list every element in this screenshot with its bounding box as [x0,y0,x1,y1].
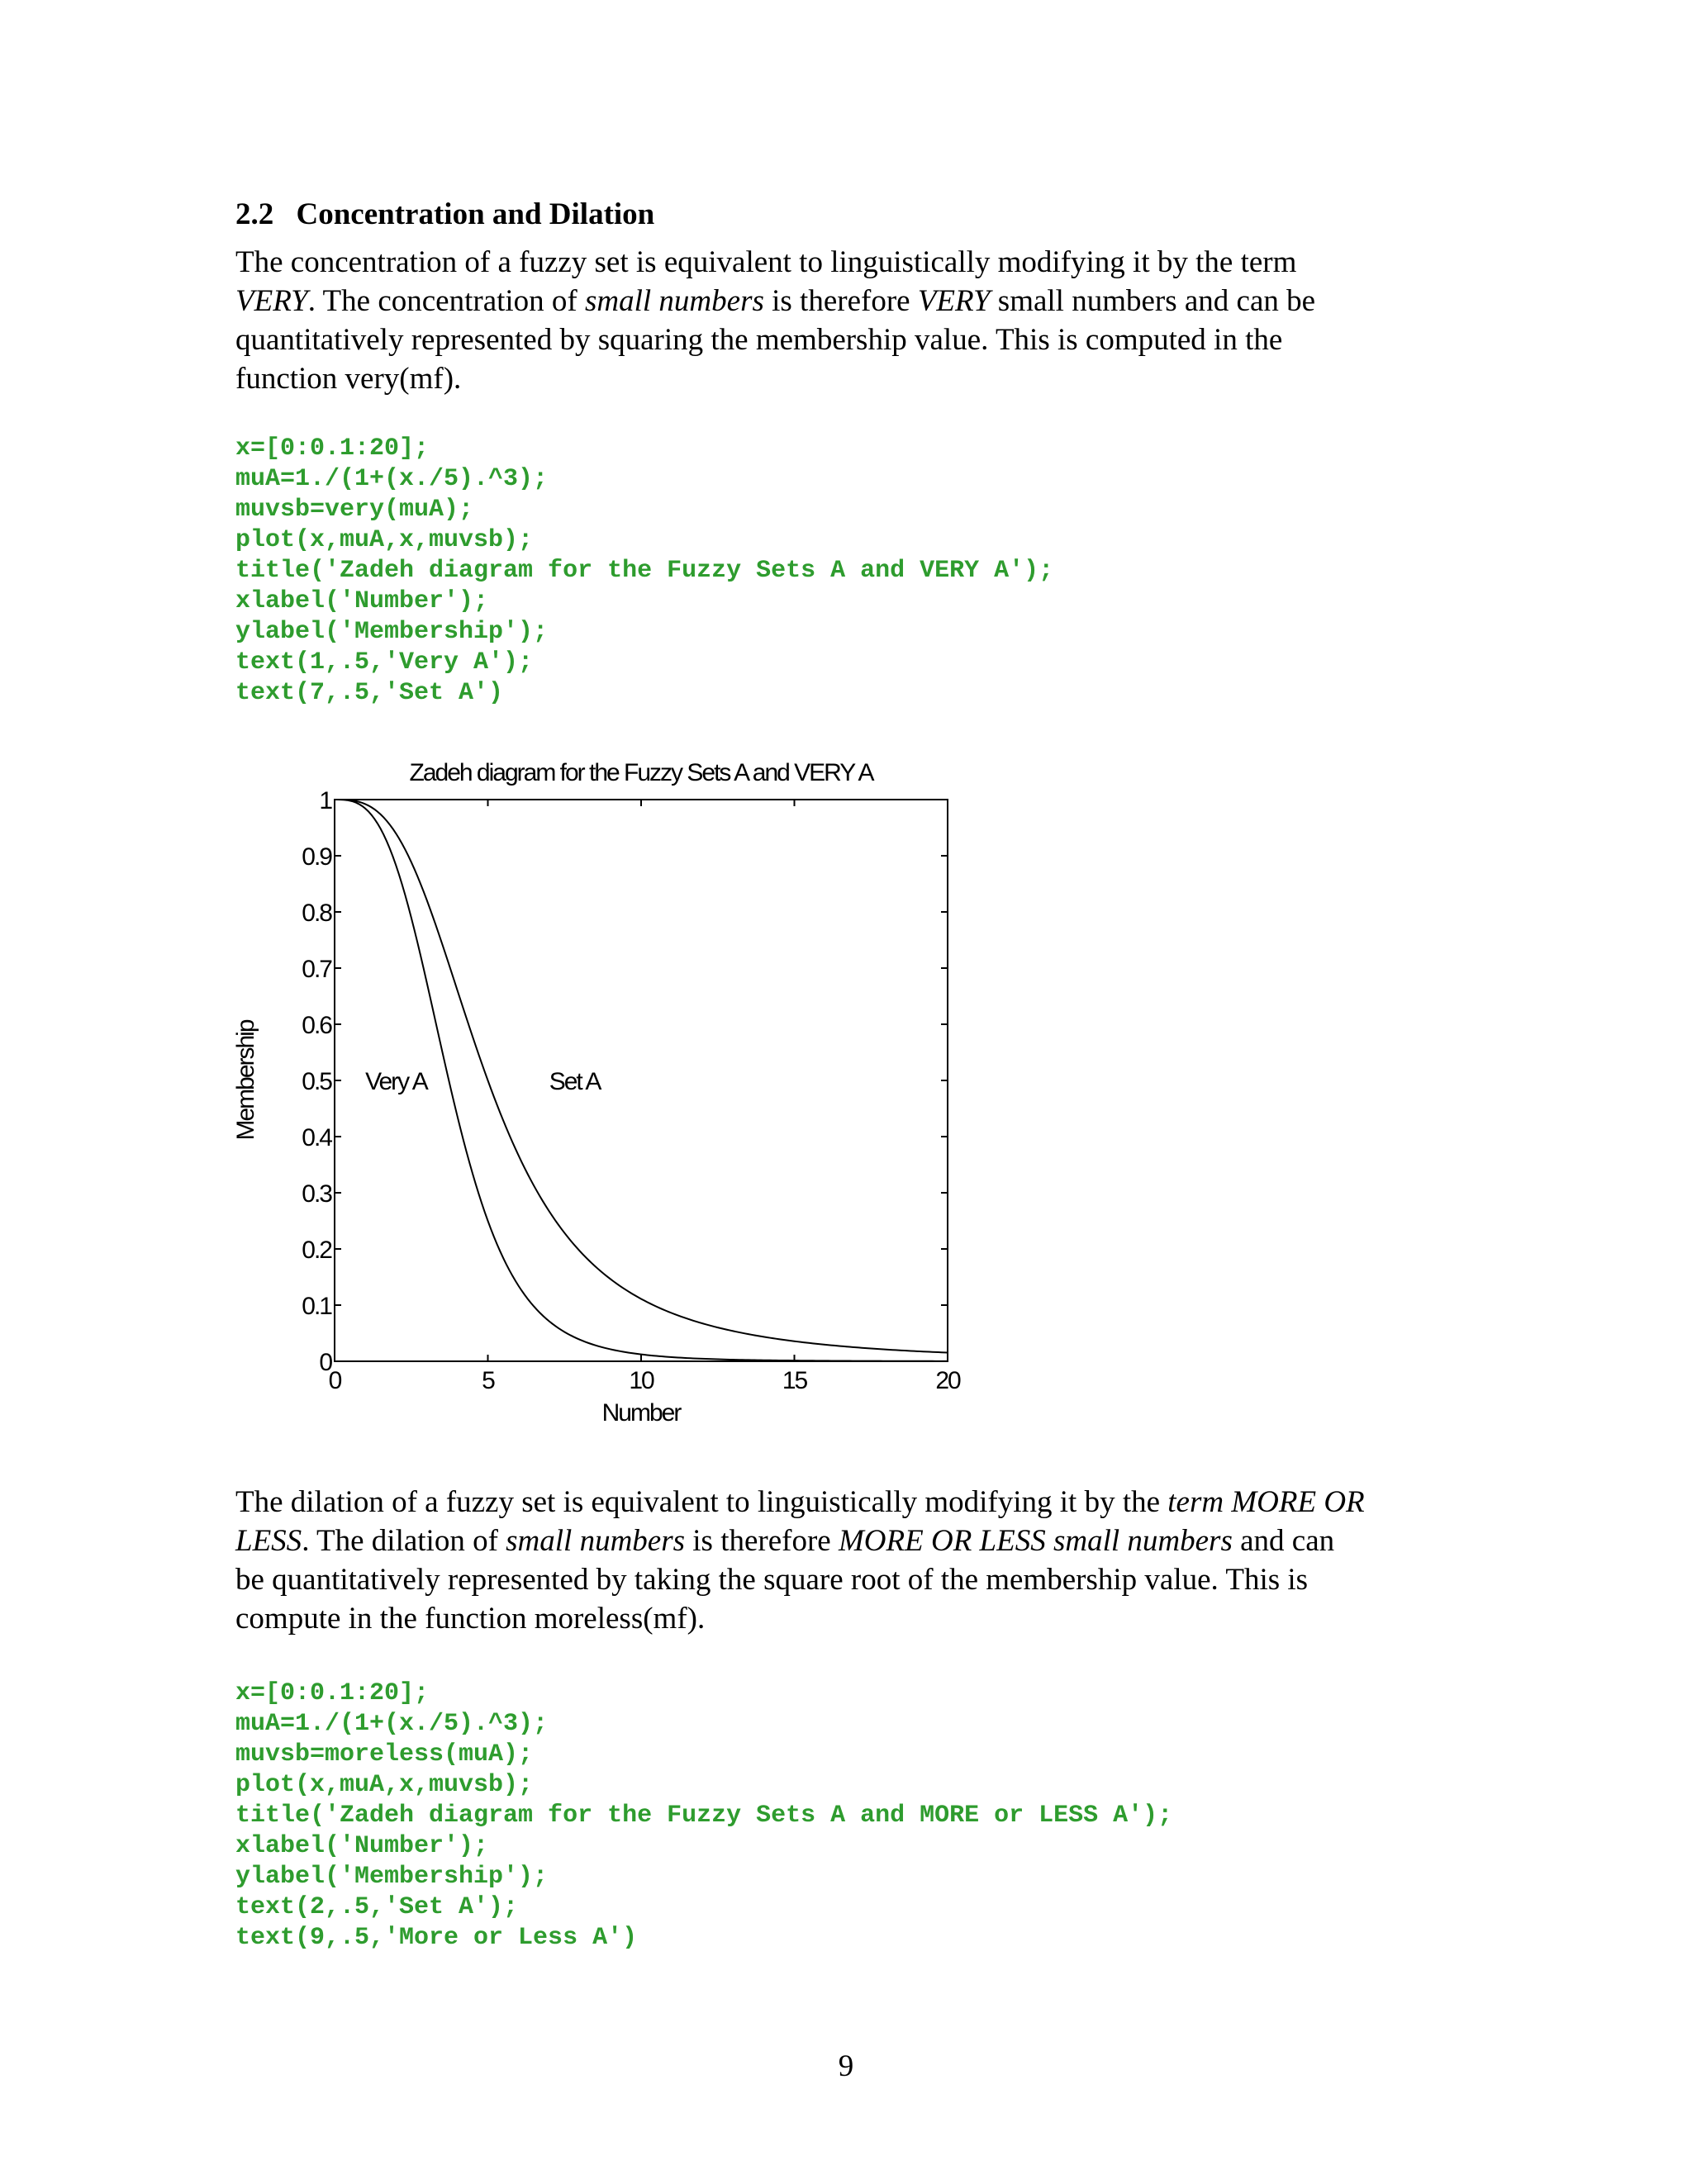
y-tick-label: 0.6 [302,1012,331,1039]
code-line: xlabel('Number'); [235,587,489,615]
y-tick-label: 0.4 [302,1124,331,1151]
code-line: plot(x,muA,x,muvsb); [235,526,534,554]
y-tick-label: 0.7 [302,956,331,983]
paragraph-concentration [235,243,1475,398]
x-tick-label: 0 [328,1367,341,1394]
italic-run: VERY [917,284,991,318]
y-tick-label: 0.3 [302,1180,331,1208]
code-line: plot(x,muA,x,muvsb); [235,1771,534,1799]
text-run: The dilation of a fuzzy set is equivalent to linguistically modifying it by the [235,1485,1168,1519]
y-tick-label: 0.5 [302,1068,331,1095]
x-tick-label: 20 [935,1367,960,1394]
y-tick-label: 0.8 [302,900,331,927]
text-run: small numbers and can be [990,284,1316,318]
code-line: text(7,.5,'Set A') [235,679,504,707]
y-tick-label: 0 [319,1349,331,1376]
paragraph-line [235,359,1475,398]
y-axis-label: Membership [232,1020,259,1141]
code-line: muvsb=very(muA); [235,496,474,524]
section-heading [235,197,654,232]
paragraph-line [235,1483,1475,1522]
paragraph-line [235,1560,1475,1599]
text-run: compute in the function moreless(mf). [235,1602,706,1636]
y-tick-label: 0.9 [302,843,331,871]
section-title: Concentration and Dilation [296,197,655,231]
y-tick-label: 0.1 [302,1293,331,1320]
italic-run: term MORE OR [1167,1485,1365,1519]
italic-run: small numbers [506,1524,686,1558]
figure-zadeh-very [223,748,983,1450]
text-run: . The concentration of [307,284,585,318]
code-line: x=[0:0.1:20]; [235,1679,430,1707]
code-block-concentration [235,434,1053,709]
text-run: The concentration of a fuzzy set is equivalent to linguistically modifying it by the term [235,245,1297,279]
chart-annotation: Set A [549,1068,601,1095]
text-run: be quantitatively represented by taking the square root of the membership value. This is [235,1563,1309,1597]
text-run: is therefore [763,284,918,318]
code-line: text(2,.5,'Set A'); [235,1893,519,1921]
chart-title: Zadeh diagram for the Fuzzy Sets A and VERY A [409,759,873,786]
chart-svg [223,748,983,1450]
text-run: . The dilation of [302,1524,506,1558]
y-tick-label: 0.2 [302,1237,331,1264]
paragraph-line [235,282,1475,320]
section-number: 2.2 [235,197,274,231]
code-line: title('Zadeh diagram for the Fuzzy Sets A and MORE or LESS A'); [235,1802,1173,1830]
code-line: muA=1./(1+(x./5).^3); [235,1710,549,1738]
italic-run: LESS [235,1524,302,1558]
code-line: text(1,.5,'Very A'); [235,648,534,677]
code-block-dilation [235,1678,1172,1954]
code-line: ylabel('Membership'); [235,618,549,646]
text-run: and can [1232,1524,1335,1558]
italic-run: small numbers [585,284,764,318]
code-line: text(9,.5,'More or Less A') [235,1924,638,1952]
chart-annotation: Very A [365,1068,427,1095]
paragraph-line [235,320,1475,359]
italic-run: MORE OR LESS small numbers [838,1524,1233,1558]
text-run: function very(mf). [235,362,462,396]
paragraph-line [235,243,1475,282]
text-run: is therefore [685,1524,839,1558]
code-line: ylabel('Membership'); [235,1863,549,1891]
text-run: quantitatively represented by squaring the membership value. This is computed in the [235,323,1283,357]
code-line: xlabel('Number'); [235,1832,489,1860]
paragraph-line [235,1522,1475,1560]
code-line: x=[0:0.1:20]; [235,434,430,463]
italic-run: VERY [235,284,308,318]
paragraph-line [235,1599,1475,1638]
paragraph-dilation [235,1483,1475,1638]
code-line: muvsb=moreless(muA); [235,1740,534,1769]
y-tick-label: 1 [319,787,331,814]
code-line: muA=1./(1+(x./5).^3); [235,465,549,493]
x-tick-label: 5 [482,1367,494,1394]
code-line: title('Zadeh diagram for the Fuzzy Sets A and VERY A'); [235,557,1054,585]
x-tick-label: 10 [629,1367,654,1394]
x-axis-label: Number [601,1399,681,1427]
x-tick-label: 15 [782,1367,807,1394]
page-number: 9 [838,2049,854,2083]
